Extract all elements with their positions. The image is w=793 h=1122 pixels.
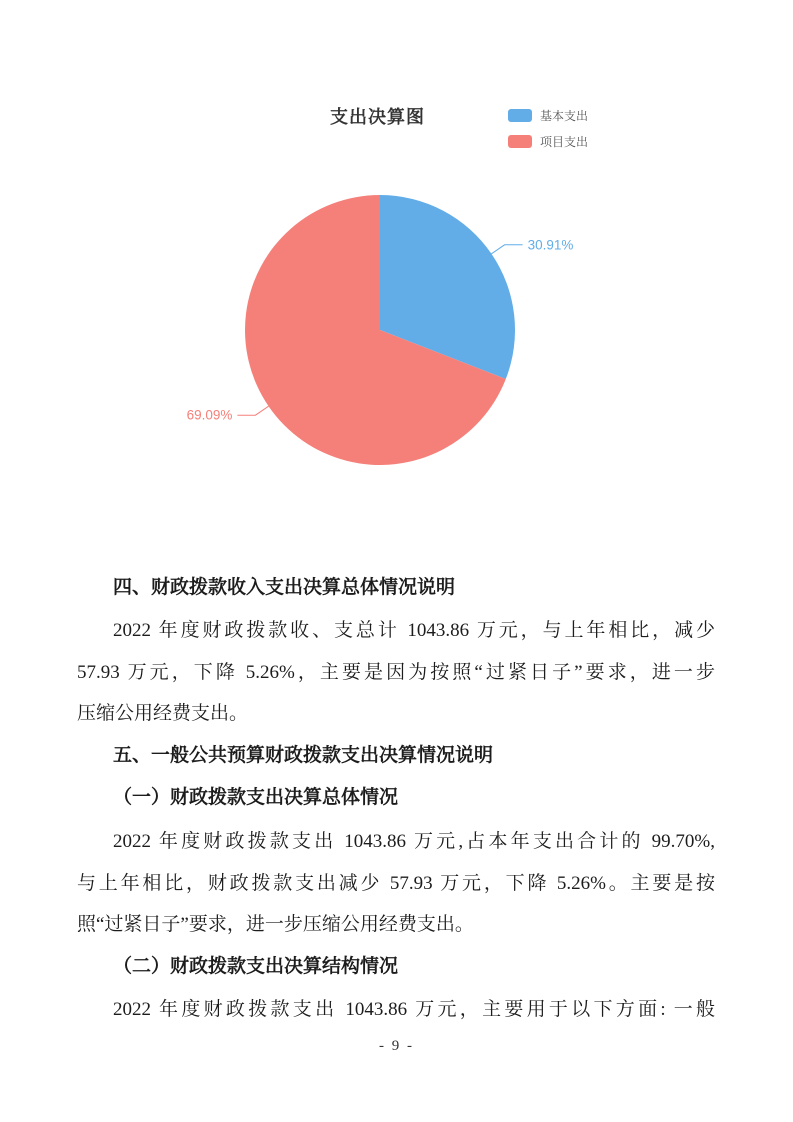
legend-label-basic: 基本支出 — [540, 109, 589, 123]
pie-label-line-1 — [237, 406, 268, 415]
pie-percent-label-1: 69.09% — [186, 407, 233, 423]
page-number: - 9 - — [379, 1038, 414, 1054]
paragraph-line: 与上年相比，财政拨款支出减少 57.93 万元，下降 5.26%。主要是按 — [77, 873, 715, 894]
section-5-heading: 五、一般公共预算财政拨款支出决算情况说明 — [113, 745, 494, 766]
paragraph-line: 2022 年度财政拨款支出 1043.86 万元,占本年支出合计的 99.70%, — [113, 831, 715, 852]
legend-label-project: 项目支出 — [540, 135, 589, 149]
section-4-heading: 四、财政拨款收入支出决算总体情况说明 — [113, 577, 456, 598]
section-5-2-heading: （二）财政拨款支出决算结构情况 — [113, 956, 399, 977]
paragraph-line: 压缩公用经费支出。 — [77, 703, 249, 724]
paragraph-line: 2022 年度财政拨款支出 1043.86 万元，主要用于以下方面: 一般 — [113, 999, 715, 1020]
paragraph-line: 2022 年度财政拨款收、支总计 1043.86 万元，与上年相比，减少 — [113, 620, 715, 641]
paragraph-line: 57.93 万元，下降 5.26%，主要是因为按照“过紧日子”要求，进一步 — [77, 662, 715, 683]
pie-percent-label-0: 30.91% — [527, 237, 574, 253]
chart-title: 支出决算图 — [330, 107, 425, 127]
section-5-1-heading: （一）财政拨款支出决算总体情况 — [113, 787, 399, 808]
expenditure-pie-chart — [0, 0, 793, 520]
pie-label-line-0 — [491, 245, 522, 254]
paragraph-line: 照“过紧日子”要求，进一步压缩公用经费支出。 — [77, 914, 474, 935]
